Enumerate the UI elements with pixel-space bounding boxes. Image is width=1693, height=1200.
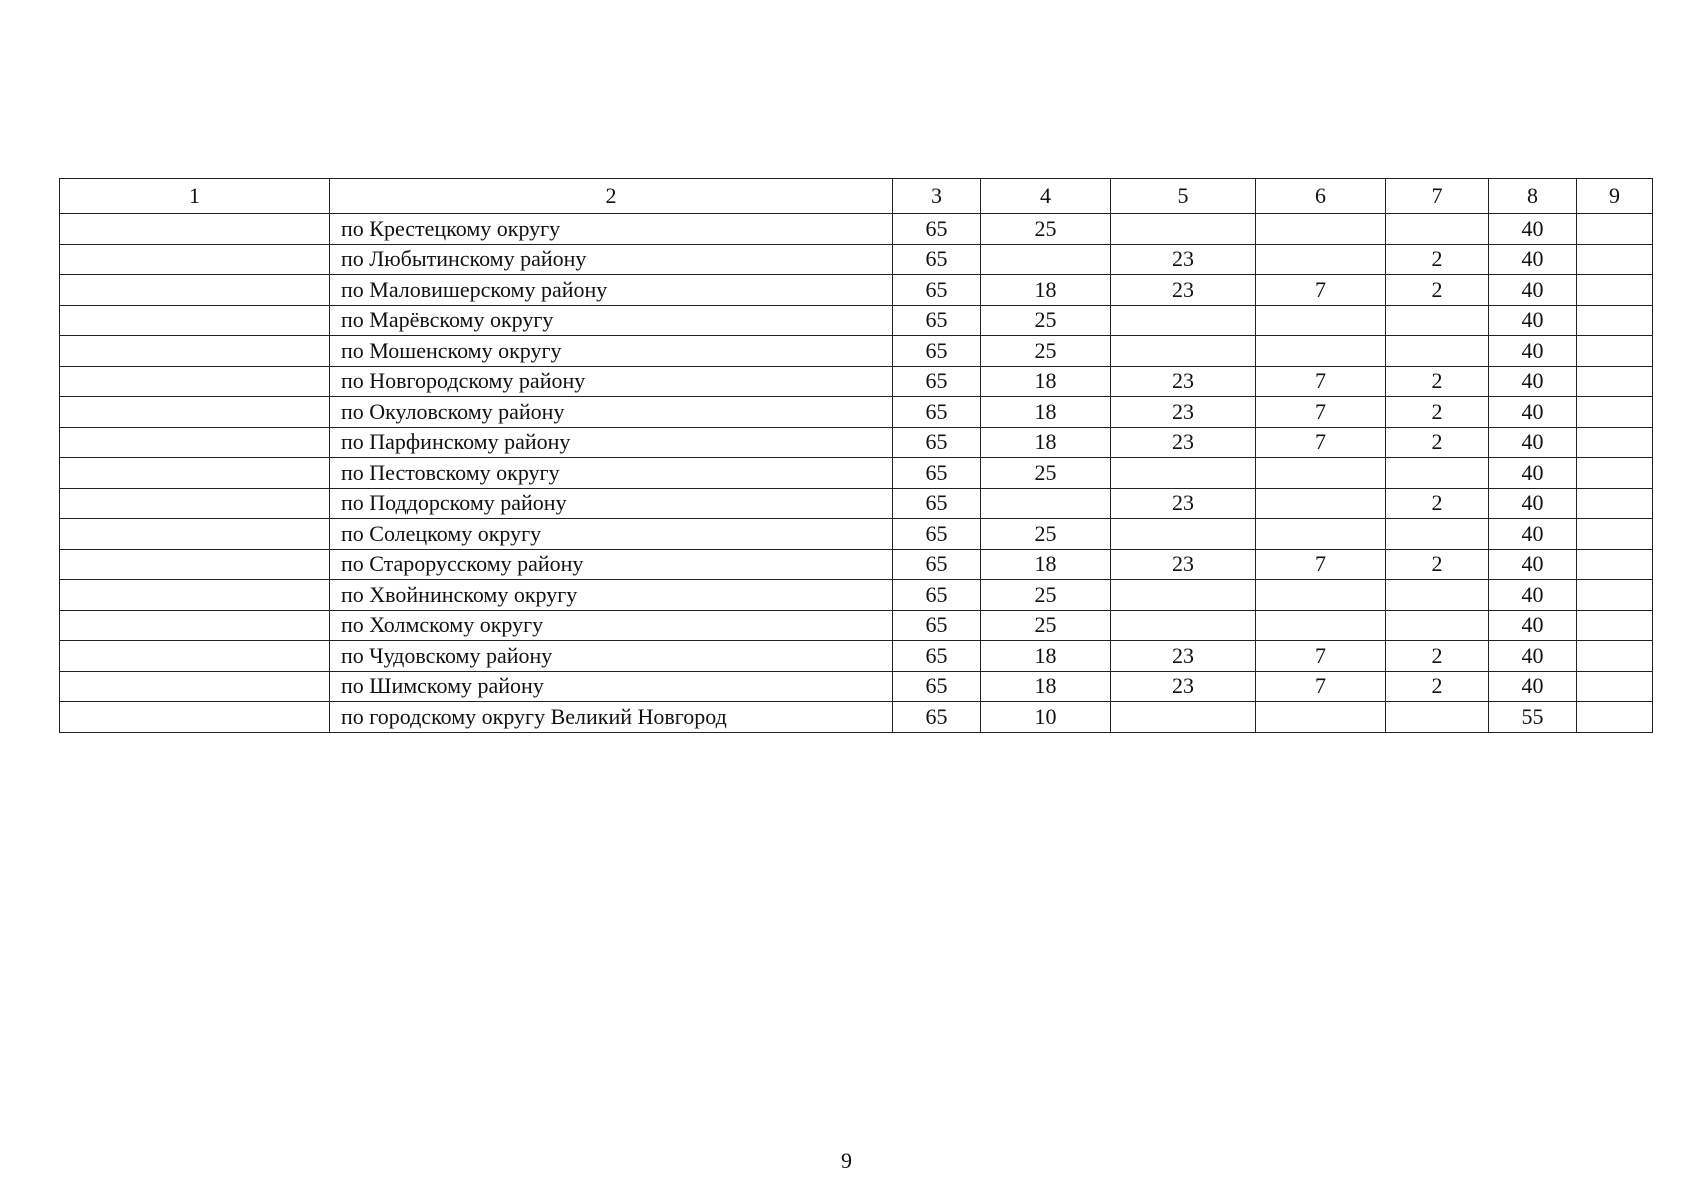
- table-cell-col-7: [1386, 580, 1489, 611]
- table-cell-col-6: [1256, 610, 1386, 641]
- table-cell-col-1: [60, 519, 330, 550]
- district-name-cell: по Маловишерскому району: [330, 275, 893, 306]
- district-name-cell: по Любытинскому району: [330, 244, 893, 275]
- table-cell-col-5: 23: [1111, 549, 1256, 580]
- header-cell-4: 4: [981, 179, 1111, 214]
- table-cell-col-8: 40: [1489, 488, 1577, 519]
- table-row: [60, 336, 1653, 367]
- table-cell-col-9: [1577, 702, 1653, 733]
- table-cell-col-4: 18: [981, 366, 1111, 397]
- table-cell-col-5: 23: [1111, 275, 1256, 306]
- table-cell-col-6: 7: [1256, 275, 1386, 306]
- district-name-cell: по Поддорскому району: [330, 488, 893, 519]
- district-name-cell: по Крестецкому округу: [330, 214, 893, 245]
- table-cell-col-7: [1386, 610, 1489, 641]
- table-cell-col-6: 7: [1256, 366, 1386, 397]
- table-row: [60, 458, 1653, 489]
- table-row: [60, 488, 1653, 519]
- table-cell-col-5: [1111, 610, 1256, 641]
- table-cell-col-4: 18: [981, 427, 1111, 458]
- header-cell-8: 8: [1489, 179, 1577, 214]
- table-cell-col-6: [1256, 214, 1386, 245]
- table-cell-col-5: 23: [1111, 671, 1256, 702]
- table-cell-col-7: [1386, 702, 1489, 733]
- table-cell-col-9: [1577, 549, 1653, 580]
- table-row: [60, 610, 1653, 641]
- table-cell-col-1: [60, 549, 330, 580]
- header-cell-5: 5: [1111, 179, 1256, 214]
- table-cell-col-6: [1256, 244, 1386, 275]
- table-cell-col-8: 40: [1489, 214, 1577, 245]
- table-row: [60, 549, 1653, 580]
- table-body: [60, 179, 1653, 733]
- table-cell-col-9: [1577, 366, 1653, 397]
- table-cell-col-1: [60, 641, 330, 672]
- district-name-cell: по Хвойнинскому округу: [330, 580, 893, 611]
- table-cell-col-3: 65: [893, 366, 981, 397]
- table-cell-col-1: [60, 336, 330, 367]
- table-cell-col-1: [60, 610, 330, 641]
- table-cell-col-6: [1256, 488, 1386, 519]
- header-cell-3: 3: [893, 179, 981, 214]
- table-cell-col-8: 40: [1489, 427, 1577, 458]
- district-name-cell: по Окуловскому району: [330, 397, 893, 428]
- table-cell-col-3: 65: [893, 702, 981, 733]
- table-cell-col-6: 7: [1256, 549, 1386, 580]
- table-row: [60, 397, 1653, 428]
- table-cell-col-5: [1111, 519, 1256, 550]
- table-cell-col-7: 2: [1386, 488, 1489, 519]
- table-row: [60, 275, 1653, 306]
- table-cell-col-6: [1256, 336, 1386, 367]
- table-cell-col-8: 40: [1489, 366, 1577, 397]
- header-cell-1: 1: [60, 179, 330, 214]
- table-cell-col-7: [1386, 305, 1489, 336]
- header-cell-9: 9: [1577, 179, 1653, 214]
- table-cell-col-5: [1111, 580, 1256, 611]
- table-row: [60, 702, 1653, 733]
- table-cell-col-4: 18: [981, 275, 1111, 306]
- table-cell-col-8: 40: [1489, 336, 1577, 367]
- table-cell-col-8: 40: [1489, 580, 1577, 611]
- table-row: [60, 366, 1653, 397]
- table-cell-col-7: 2: [1386, 671, 1489, 702]
- table-cell-col-5: [1111, 336, 1256, 367]
- table-cell-col-4: 18: [981, 397, 1111, 428]
- district-name-cell: по Парфинскому району: [330, 427, 893, 458]
- table-cell-col-1: [60, 458, 330, 489]
- table-cell-col-4: 25: [981, 580, 1111, 611]
- table-cell-col-6: [1256, 458, 1386, 489]
- table-cell-col-1: [60, 580, 330, 611]
- table-cell-col-9: [1577, 488, 1653, 519]
- table-cell-col-7: 2: [1386, 366, 1489, 397]
- table-cell-col-4: [981, 244, 1111, 275]
- table-cell-col-6: [1256, 580, 1386, 611]
- table-cell-col-9: [1577, 397, 1653, 428]
- table-cell-col-7: [1386, 214, 1489, 245]
- table-cell-col-9: [1577, 458, 1653, 489]
- table-cell-col-4: 25: [981, 214, 1111, 245]
- table-cell-col-9: [1577, 427, 1653, 458]
- table-cell-col-1: [60, 427, 330, 458]
- table-cell-col-5: [1111, 458, 1256, 489]
- table-cell-col-5: 23: [1111, 366, 1256, 397]
- table-cell-col-8: 40: [1489, 519, 1577, 550]
- table-cell-col-1: [60, 397, 330, 428]
- table-cell-col-4: 25: [981, 336, 1111, 367]
- district-name-cell: по Пестовскому округу: [330, 458, 893, 489]
- table-cell-col-6: 7: [1256, 671, 1386, 702]
- district-name-cell: по Шимскому району: [330, 671, 893, 702]
- header-row: [60, 179, 1653, 214]
- table-cell-col-1: [60, 305, 330, 336]
- table-cell-col-3: 65: [893, 427, 981, 458]
- table-cell-col-7: 2: [1386, 549, 1489, 580]
- table-cell-col-9: [1577, 214, 1653, 245]
- table-row: [60, 214, 1653, 245]
- table-cell-col-4: 18: [981, 671, 1111, 702]
- header-cell-6: 6: [1256, 179, 1386, 214]
- table-cell-col-3: 65: [893, 336, 981, 367]
- district-name-cell: по Мошенскому округу: [330, 336, 893, 367]
- table-cell-col-1: [60, 671, 330, 702]
- table-cell-col-3: 65: [893, 214, 981, 245]
- table-cell-col-5: 23: [1111, 397, 1256, 428]
- table-cell-col-3: 65: [893, 488, 981, 519]
- table-cell-col-8: 40: [1489, 397, 1577, 428]
- table-cell-col-6: [1256, 519, 1386, 550]
- table-cell-col-8: 40: [1489, 305, 1577, 336]
- table-row: [60, 580, 1653, 611]
- table-cell-col-5: 23: [1111, 641, 1256, 672]
- district-name-cell: по Чудовскому району: [330, 641, 893, 672]
- table-cell-col-3: 65: [893, 305, 981, 336]
- table-cell-col-7: 2: [1386, 397, 1489, 428]
- table-cell-col-6: 7: [1256, 427, 1386, 458]
- table-cell-col-9: [1577, 305, 1653, 336]
- district-name-cell: по городскому округу Великий Новгород: [330, 702, 893, 733]
- table-cell-col-7: 2: [1386, 641, 1489, 672]
- table-cell-col-9: [1577, 580, 1653, 611]
- table-cell-col-4: [981, 488, 1111, 519]
- table-cell-col-8: 40: [1489, 458, 1577, 489]
- table-row: [60, 671, 1653, 702]
- table-cell-col-1: [60, 702, 330, 733]
- table-cell-col-1: [60, 214, 330, 245]
- district-name-cell: по Холмскому округу: [330, 610, 893, 641]
- table-cell-col-9: [1577, 244, 1653, 275]
- district-name-cell: по Старорусскому району: [330, 549, 893, 580]
- table-row: [60, 427, 1653, 458]
- table-cell-col-6: [1256, 702, 1386, 733]
- header-cell-2: 2: [330, 179, 893, 214]
- table-cell-col-9: [1577, 275, 1653, 306]
- table-cell-col-5: [1111, 214, 1256, 245]
- table-cell-col-4: 25: [981, 305, 1111, 336]
- table-cell-col-8: 40: [1489, 671, 1577, 702]
- table-cell-col-3: 65: [893, 549, 981, 580]
- table-cell-col-1: [60, 366, 330, 397]
- table-cell-col-8: 55: [1489, 702, 1577, 733]
- table-cell-col-1: [60, 488, 330, 519]
- table-cell-col-4: 25: [981, 458, 1111, 489]
- table-cell-col-3: 65: [893, 580, 981, 611]
- table-cell-col-8: 40: [1489, 641, 1577, 672]
- table-cell-col-3: 65: [893, 610, 981, 641]
- table-row: [60, 244, 1653, 275]
- table-cell-col-3: 65: [893, 244, 981, 275]
- table-cell-col-8: 40: [1489, 610, 1577, 641]
- table-cell-col-3: 65: [893, 275, 981, 306]
- table-cell-col-3: 65: [893, 397, 981, 428]
- header-cell-7: 7: [1386, 179, 1489, 214]
- table-cell-col-6: 7: [1256, 641, 1386, 672]
- table-cell-col-1: [60, 275, 330, 306]
- table-cell-col-9: [1577, 641, 1653, 672]
- table-cell-col-6: 7: [1256, 397, 1386, 428]
- table-cell-col-4: 25: [981, 610, 1111, 641]
- table-cell-col-3: 65: [893, 641, 981, 672]
- district-name-cell: по Марёвскому округу: [330, 305, 893, 336]
- table-cell-col-4: 18: [981, 549, 1111, 580]
- table-row: [60, 641, 1653, 672]
- page-number: 9: [841, 1148, 852, 1173]
- table-cell-col-1: [60, 244, 330, 275]
- table-row: [60, 305, 1653, 336]
- table-cell-col-3: 65: [893, 519, 981, 550]
- table-cell-col-7: [1386, 458, 1489, 489]
- table-cell-col-3: 65: [893, 458, 981, 489]
- table-cell-col-7: [1386, 519, 1489, 550]
- table-cell-col-9: [1577, 519, 1653, 550]
- table-cell-col-5: 23: [1111, 244, 1256, 275]
- table-cell-col-4: 25: [981, 519, 1111, 550]
- table-cell-col-8: 40: [1489, 549, 1577, 580]
- table-cell-col-9: [1577, 610, 1653, 641]
- table-cell-col-4: 18: [981, 641, 1111, 672]
- table-cell-col-8: 40: [1489, 275, 1577, 306]
- table-cell-col-7: 2: [1386, 244, 1489, 275]
- table-cell-col-5: 23: [1111, 488, 1256, 519]
- table-cell-col-5: 23: [1111, 427, 1256, 458]
- table-cell-col-7: 2: [1386, 275, 1489, 306]
- table-cell-col-5: [1111, 305, 1256, 336]
- table-cell-col-4: 10: [981, 702, 1111, 733]
- table-cell-col-7: [1386, 336, 1489, 367]
- table-cell-col-6: [1256, 305, 1386, 336]
- table-cell-col-9: [1577, 336, 1653, 367]
- table-cell-col-8: 40: [1489, 244, 1577, 275]
- district-name-cell: по Новгородскому району: [330, 366, 893, 397]
- data-table: [59, 178, 1653, 733]
- table-cell-col-5: [1111, 702, 1256, 733]
- table-cell-col-7: 2: [1386, 427, 1489, 458]
- district-name-cell: по Солецкому округу: [330, 519, 893, 550]
- table-row: [60, 519, 1653, 550]
- table-cell-col-3: 65: [893, 671, 981, 702]
- table-cell-col-9: [1577, 671, 1653, 702]
